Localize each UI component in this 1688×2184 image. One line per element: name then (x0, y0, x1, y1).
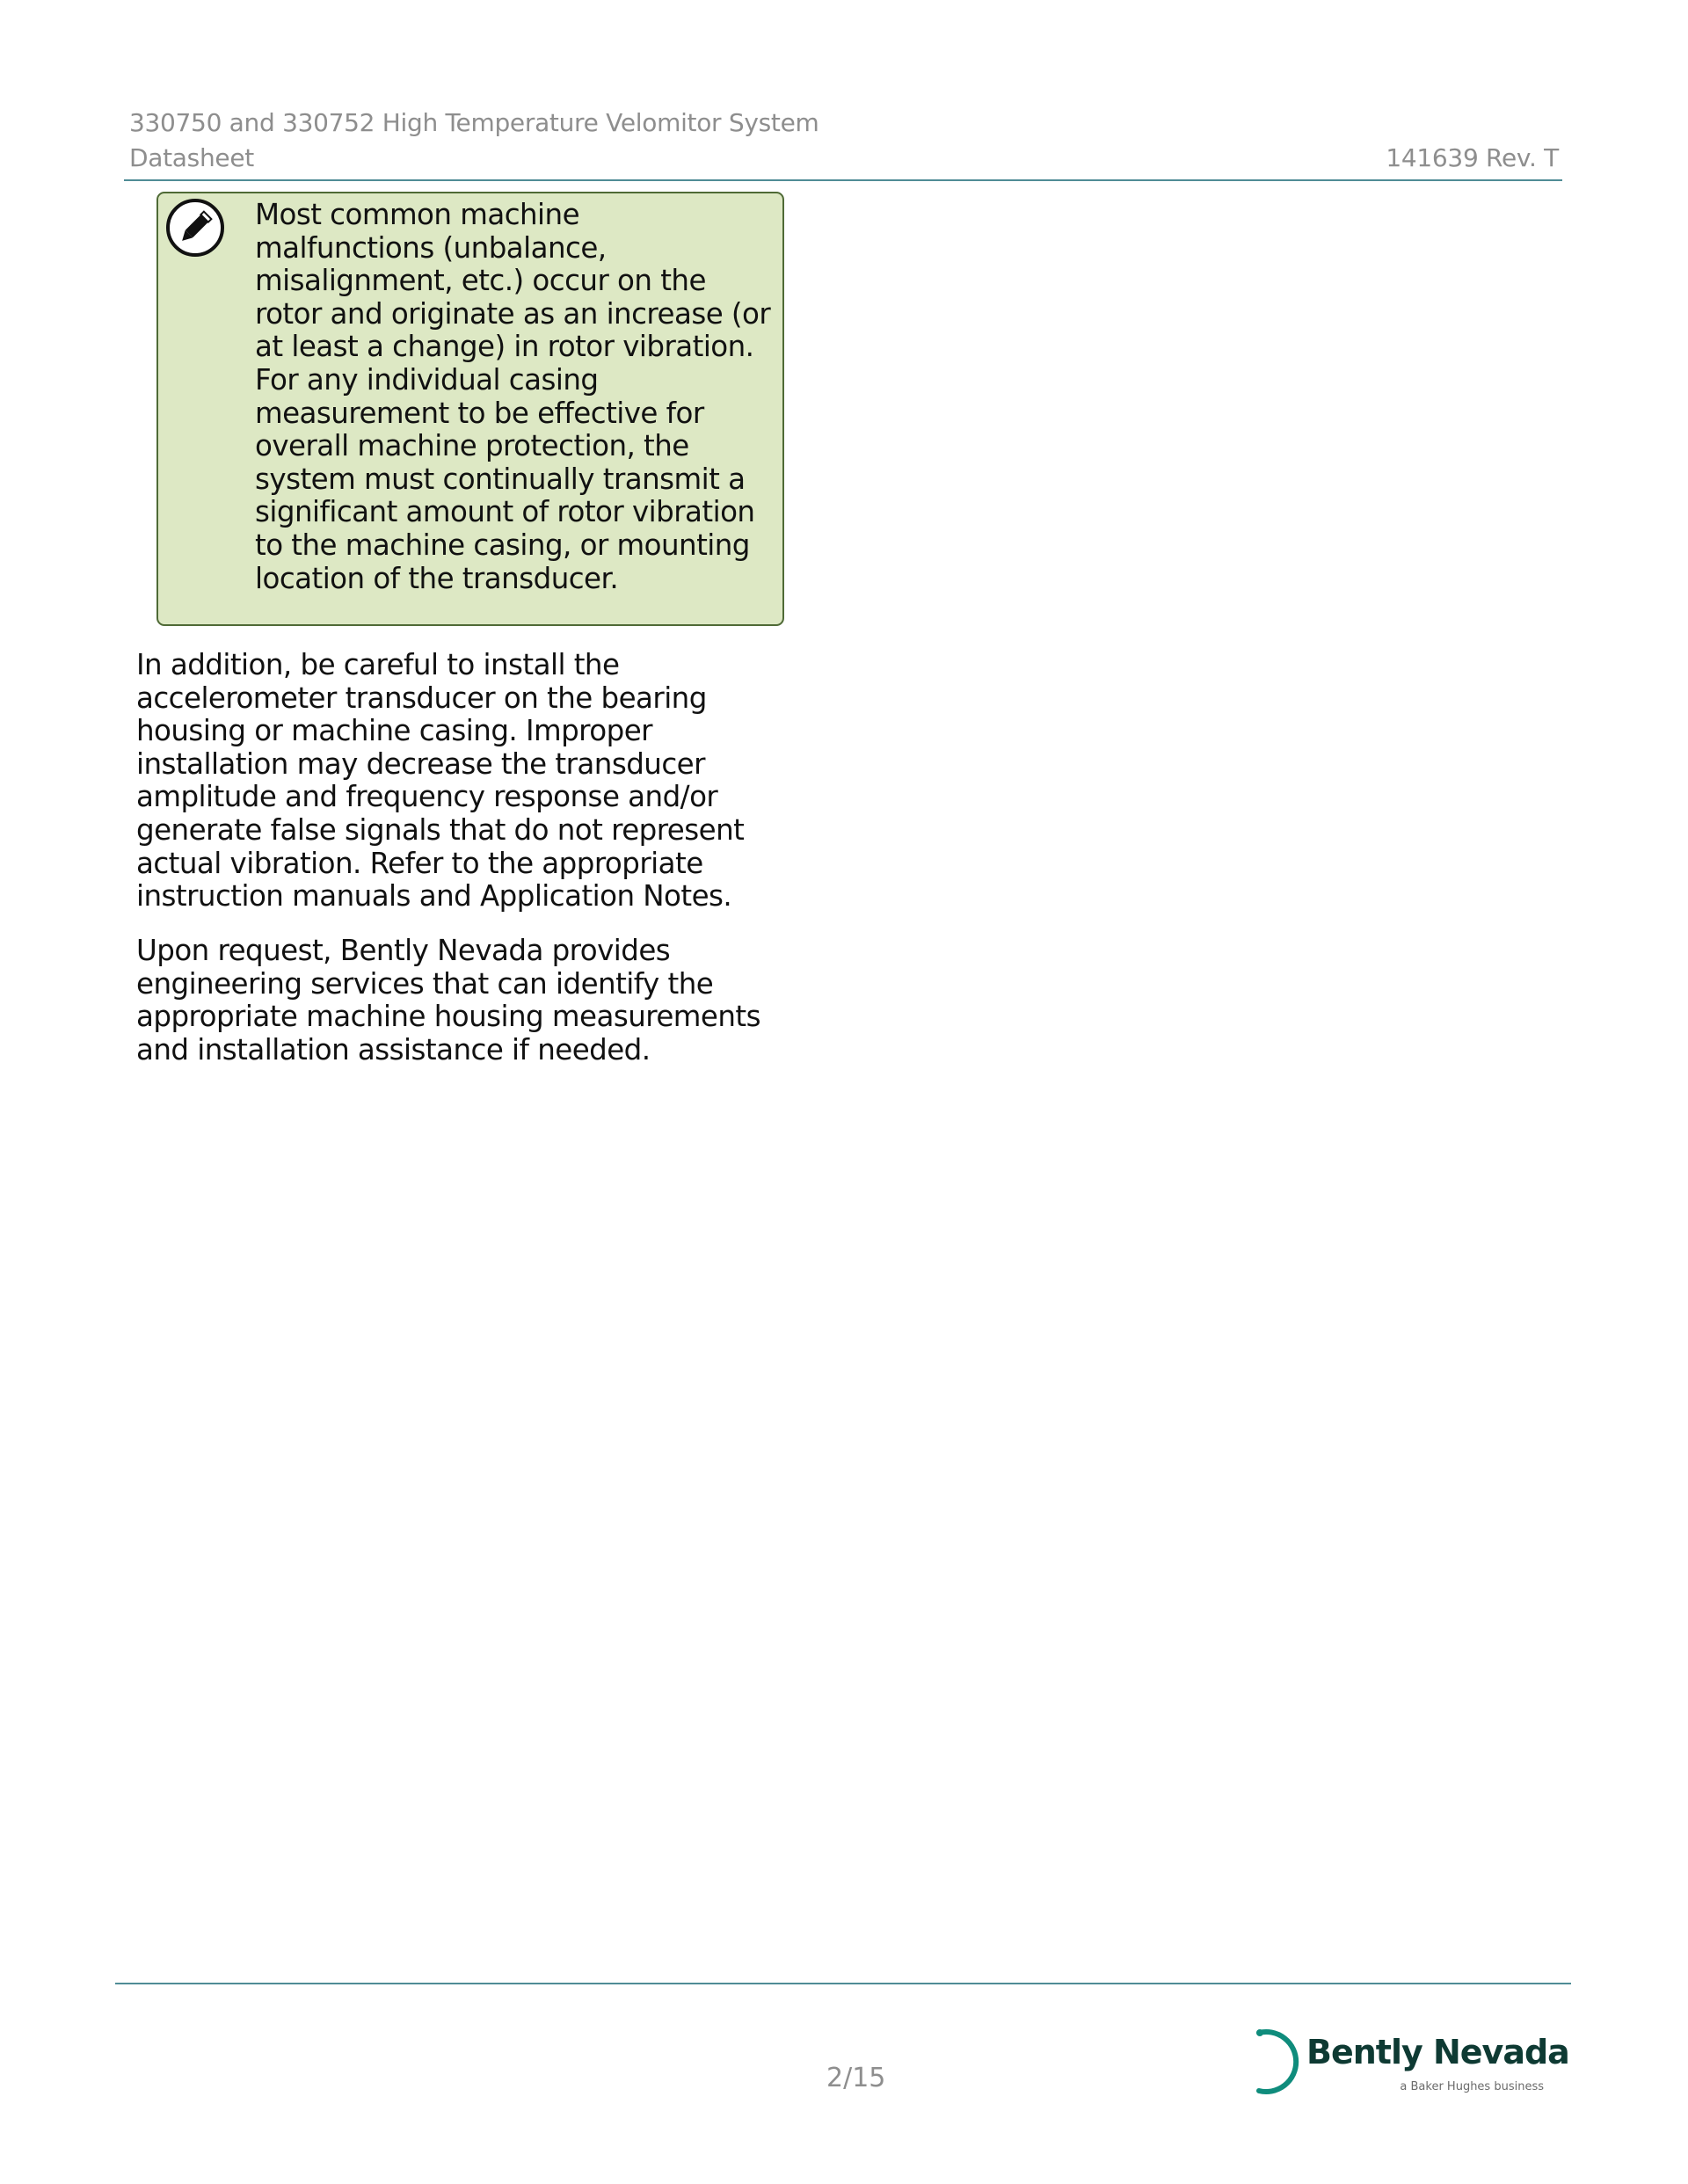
logo-mark-icon (1252, 2027, 1305, 2096)
paragraph-line: engineering services that can identify the (136, 966, 714, 1001)
bently-nevada-logo (1252, 2027, 1569, 2098)
document-type: Datasheet (129, 143, 254, 172)
note-line: For any individual casing (255, 362, 599, 397)
paragraph-line: In addition, be careful to install the (136, 648, 620, 681)
header-divider (124, 179, 1562, 181)
note-line: Most common machine (255, 198, 580, 231)
document-title: 330750 and 330752 High Temperature Velomitor System (129, 108, 819, 137)
logo-name: Bently Nevada (1306, 2033, 1569, 2071)
paragraph-line: installation may decrease the transducer (136, 746, 705, 781)
page-number: 2/15 (826, 2063, 886, 2093)
note-line: to the machine casing, or mounting (255, 528, 750, 562)
pencil-icon (165, 198, 225, 258)
note-line: rotor and originate as an increase (or (255, 296, 771, 331)
paragraph-line: housing or machine casing. Improper (136, 714, 652, 748)
note-callout (156, 192, 784, 626)
note-line: at least a change) in rotor vibration. (255, 330, 754, 364)
note-line: system must continually transmit a (255, 462, 746, 496)
note-line: location of the transducer. (255, 561, 619, 595)
paragraph-line: appropriate machine housing measurements (136, 1000, 760, 1034)
note-line: significant amount of rotor vibration (255, 495, 755, 529)
services-paragraph (136, 935, 804, 1067)
footer-divider (115, 1983, 1571, 1984)
installation-paragraph (136, 649, 804, 914)
document-number: 141639 Rev. T (1386, 143, 1559, 172)
note-text (255, 199, 774, 595)
note-line: measurement to be effective for (255, 396, 704, 430)
paragraph-line: Upon request, Bently Nevada provides (136, 934, 671, 967)
note-line: misalignment, etc.) occur on the (255, 264, 706, 298)
paragraph-line: actual vibration. Refer to the appropriate (136, 846, 703, 880)
paragraph-line: instruction manuals and Application Notes. (136, 879, 732, 914)
note-line: overall machine protection, the (255, 429, 689, 463)
paragraph-line: amplitude and frequency response and/or (136, 780, 718, 814)
paragraph-line: generate false signals that do not represent (136, 812, 745, 847)
note-line: malfunctions (unbalance, (255, 230, 607, 265)
paragraph-line: and installation assistance if needed. (136, 1032, 651, 1067)
paragraph-line: accelerometer transducer on the bearing (136, 681, 707, 715)
logo-tagline: a Baker Hughes business (1400, 2080, 1544, 2093)
